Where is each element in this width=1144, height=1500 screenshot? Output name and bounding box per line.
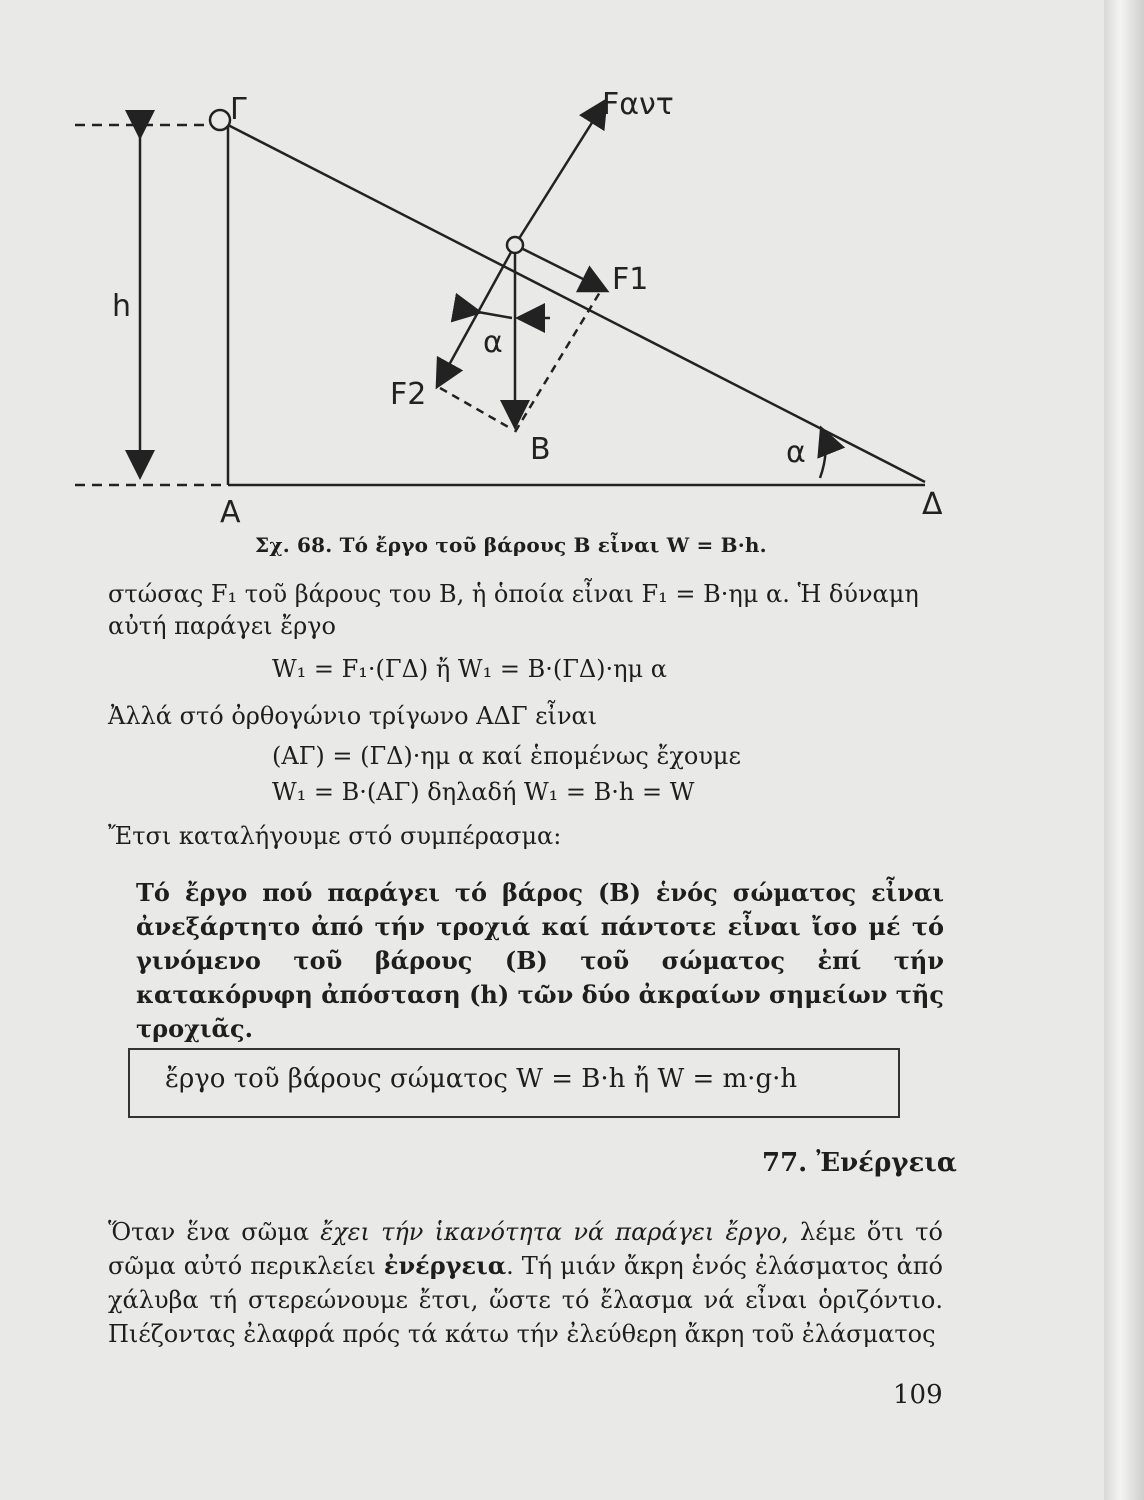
label-gamma: Γ xyxy=(230,92,247,127)
text-line-1: στώσας F₁ τοῦ βάρους του Β, ἡ ὁποία εἶναι F₁ = Β·ημ α. Ἡ δύναμη xyxy=(108,580,919,608)
para-bold: ἐνέργεια xyxy=(383,1251,507,1280)
para-italic: ἔχει τήν ἱκανότητα νά παράγει ἔργο xyxy=(320,1218,782,1246)
dashed-f2-b xyxy=(440,388,510,428)
page-number: 109 xyxy=(893,1380,943,1410)
label-f1: F1 xyxy=(612,262,649,297)
label-a: A xyxy=(220,495,241,530)
section-heading: 77. Ἐνέργεια xyxy=(762,1148,957,1178)
formula-box-text: ἔργο τοῦ βάρους σώματος W = B·h ἤ W = m·g·h xyxy=(165,1064,798,1094)
label-b: B xyxy=(530,432,551,467)
label-alpha-right: α xyxy=(786,435,806,470)
f2-vector xyxy=(438,245,515,385)
label-h: h xyxy=(112,289,132,324)
center-of-mass xyxy=(507,237,523,253)
f1-vector xyxy=(515,245,605,290)
equation-2: (ΑΓ) = (ΓΔ)·ημ α καί ἑπομένως ἔχουμε xyxy=(272,742,741,770)
text-line-3: Ἀλλά στό ὀρθογώνιο τρίγωνο ΑΔΓ εἶναι xyxy=(108,702,598,730)
label-alpha-top: α xyxy=(483,325,503,360)
label-delta: Δ xyxy=(922,487,943,522)
para-mid: , λέμε ὅτι τό σῶμα αὐτό περικλείει xyxy=(108,1218,943,1280)
text-line-2: αὐτή παράγει ἔργο xyxy=(108,612,336,640)
para-start: Ὅταν ἕνα σῶμα xyxy=(108,1218,321,1246)
label-f2: F2 xyxy=(390,377,427,412)
page-edge xyxy=(1104,0,1144,1500)
label-f-ant: Fαντ xyxy=(602,87,674,122)
energy-paragraph xyxy=(108,1215,943,1351)
angle-arrow-left xyxy=(478,312,512,318)
equation-3: W₁ = B·(ΑΓ) δηλαδή W₁ = B·h = W xyxy=(272,778,695,806)
top-body xyxy=(210,110,230,130)
figure-68 xyxy=(60,80,960,560)
equation-1: W₁ = F₁·(ΓΔ) ἤ W₁ = B·(ΓΔ)·ημ α xyxy=(272,655,667,683)
text-line-4: Ἔτσι καταλήγουμε στό συμπέρασμα: xyxy=(108,822,562,850)
conclusion-statement: Τό ἔργο πού παράγει τό βάρος (Β) ἑνός σώματος εἶναι ἀνεξάρτητο ἀπό τήν τροχιά καί πάντοτε εἶναι ἴσο μέ τό γινόμενο τοῦ βάρους (Β) τοῦ σώματος ἐπί τήν κατακόρυφη ἀπόσταση (h) τῶν δύο ἀκραίων σημείων τῆς τροχιᾶς. xyxy=(136,878,944,1043)
figure-caption: Σχ. 68. Τό ἔργο τοῦ βάρους Β εἶναι W = B·h. xyxy=(255,533,767,557)
angle-arc-d xyxy=(820,430,826,478)
para-end: . Τή μιάν ἄκρη ἑνός ἐλάσματος ἀπό χάλυβα τή στερεώνουμε ἔτσι, ὥστε τό ἔλασμα νά εἶναι ὁριζόντιο. Πιέζοντας ἐλαφρά πρός τά κάτω τήν ἐλεύθερη ἄκρη τοῦ ἐλάσματος xyxy=(108,1252,944,1348)
incline-GD xyxy=(228,125,925,482)
dashed-f1-b xyxy=(515,292,600,432)
f-ant-vector xyxy=(515,102,605,245)
incline-diagram xyxy=(60,80,960,560)
